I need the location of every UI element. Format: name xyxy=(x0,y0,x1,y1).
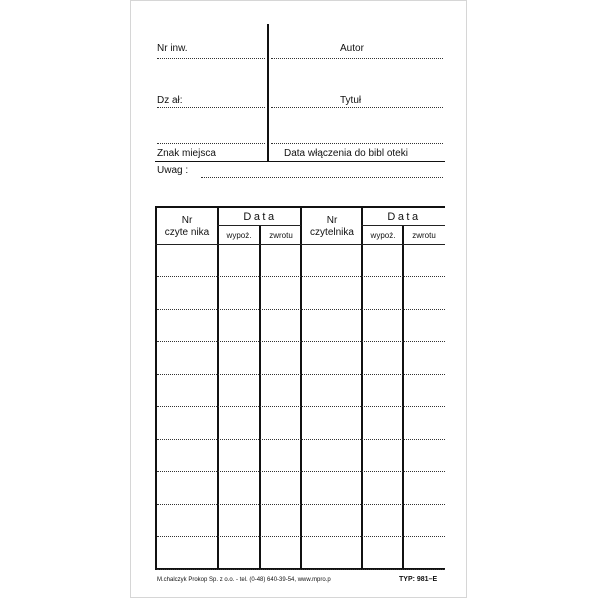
nr-inw-label: Nr inw. xyxy=(157,43,188,54)
library-book-card xyxy=(130,0,467,598)
table-row-line xyxy=(157,341,445,342)
dzial-line xyxy=(157,107,265,108)
table-row-line xyxy=(157,276,445,277)
col-divider-2 xyxy=(259,226,261,570)
col-left-edge xyxy=(155,206,157,570)
data-line-top xyxy=(271,143,443,144)
nr-inw-line xyxy=(157,58,265,59)
data-wlaczenia-label: Data włączenia do bibl oteki xyxy=(284,148,408,159)
table-row-line xyxy=(157,374,445,375)
publisher-footer: M.chalczyk Prokop Sp. z o.o. - tel. (0-48) 640-39-54, www.mpro.p xyxy=(157,577,331,583)
col-czytelnika-left: czyte nika xyxy=(164,227,210,238)
tytul-line xyxy=(271,107,443,108)
znak-miejsca-label: Znak miejsca xyxy=(157,148,216,159)
col-divider-4 xyxy=(402,226,404,570)
col-wypoz-left: wypoż. xyxy=(226,231,252,240)
znak-line-top xyxy=(157,143,265,144)
data-group-rule-left xyxy=(217,225,301,226)
col-nr-left: Nr xyxy=(181,215,193,226)
dzial-label: Dz ał: xyxy=(157,95,183,106)
col-zwrotu-left: zwrotu xyxy=(269,231,293,240)
col-wypoz-right: wypoż. xyxy=(370,231,396,240)
data-group-rule-right xyxy=(361,225,445,226)
col-divider-3 xyxy=(361,206,363,570)
col-data-right: Data xyxy=(387,211,421,223)
col-divider-middle xyxy=(300,206,302,570)
table-row-line xyxy=(157,504,445,505)
col-nr-right: Nr xyxy=(326,215,338,226)
table-row-line xyxy=(157,569,445,570)
col-data-left: Data xyxy=(243,211,277,223)
header-bottom-rule xyxy=(155,161,445,162)
uwagi-label: Uwag : xyxy=(157,165,189,176)
tytul-label: Tytuł xyxy=(340,95,362,106)
table-row-line xyxy=(157,406,445,407)
autor-line xyxy=(271,58,443,59)
uwagi-line xyxy=(201,177,443,178)
table-row-line xyxy=(157,471,445,472)
table-row-line xyxy=(157,536,445,537)
table-row-line xyxy=(157,439,445,440)
header-row-bottom xyxy=(155,244,445,245)
table-row-line xyxy=(157,309,445,310)
col-divider-1 xyxy=(217,206,219,570)
col-zwrotu-right: zwrotu xyxy=(412,231,436,240)
autor-label: Autor xyxy=(340,43,364,54)
col-czytelnika-right: czytelnika xyxy=(310,227,354,238)
card-type-code: TYP: 981–E xyxy=(399,576,438,583)
top-divider xyxy=(267,24,269,162)
